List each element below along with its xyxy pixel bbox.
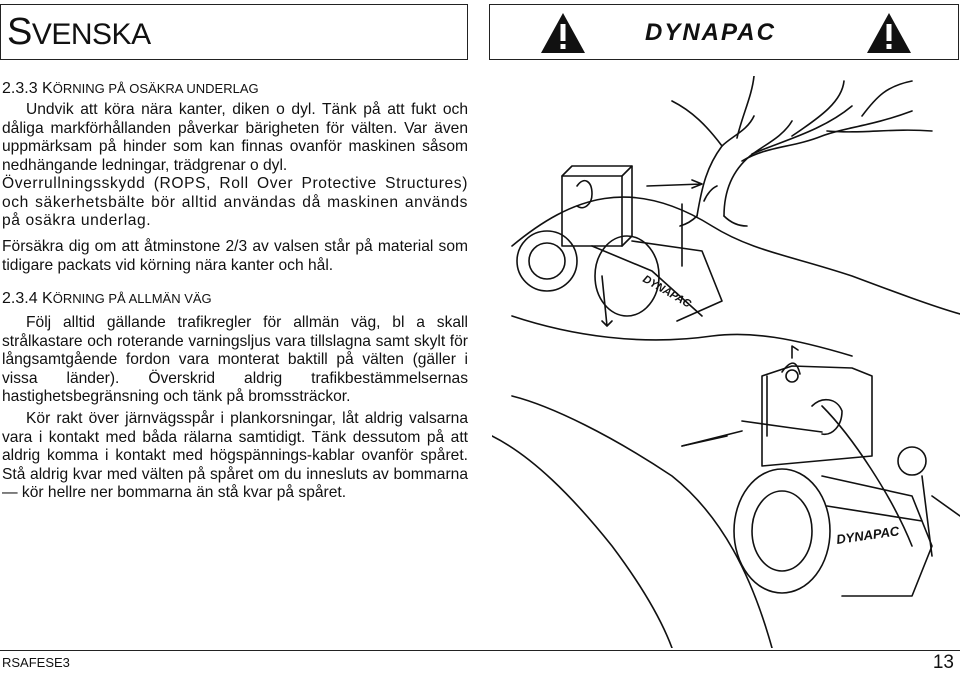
safety-illustration	[492, 76, 960, 648]
tree-drawing	[672, 76, 932, 226]
roller-brand-label: DYNAPAC	[640, 273, 693, 311]
brand-logo: DYNAPAC	[645, 19, 776, 46]
section-number: 2.3.4	[2, 290, 38, 307]
ditch-edge	[512, 316, 852, 356]
section-heading-2-3-3	[2, 80, 259, 98]
language-title-initial: S	[7, 11, 32, 53]
paragraph: Försäkra dig om att åtminstone 2/3 av valsen står på material som tidigare packats vid körning nära kanter och hål.	[2, 238, 468, 274]
road-edge-right	[822, 406, 912, 546]
language-title	[7, 13, 151, 54]
roller-brand-label: DYNAPAC	[835, 523, 901, 547]
upper-roller-drawing	[517, 166, 722, 326]
section-title-rest: ÖRNING PÅ OSÄKRA UNDERLAG	[52, 81, 259, 96]
lower-roller-drawing	[682, 346, 932, 596]
road-curb	[932, 496, 960, 516]
brand-header-box	[489, 4, 959, 60]
warning-triangle-icon	[866, 12, 912, 54]
section-title-initial: K	[42, 80, 53, 97]
section-number: 2.3.3	[2, 80, 38, 97]
footer-divider	[0, 650, 960, 651]
document-code: RSAFESE3	[2, 655, 70, 670]
section-heading-2-3-4	[2, 290, 212, 308]
language-header-box	[0, 4, 468, 60]
road-edge-left-inner	[492, 436, 672, 648]
paragraph: Undvik att köra nära kanter, diken o dyl. Tänk på att fukt och dåliga markförhållanden påverkar bärigheten för välten. Var även uppmärksam på hinder som kan finnas ovanför maskinen såsom nedhängande ledningar, trädgrenar o dyl.	[2, 101, 468, 174]
section-title-initial: K	[42, 290, 53, 307]
language-title-rest: VENSKA	[31, 18, 151, 51]
warning-triangle-icon	[540, 12, 586, 54]
page-number: 13	[932, 652, 954, 673]
section-title-rest: ÖRNING PÅ ALLMÄN VÄG	[52, 291, 212, 306]
paragraph: Följ alltid gällande trafikregler för allmän väg, bl a skall strålkastare och roterande varningsljus vara tillslagna samt skylt för långsamtgående fordon vara monterat baktill på välten (gäller i vissa länder). Överskrid aldrig trafikbestämmelsernas hastighetsbegränsning och tänk på bromssträckor.	[2, 314, 468, 406]
embankment-line	[512, 197, 960, 314]
paragraph: Överrullningsskydd (ROPS, Roll Over Protective Structures) och säkerhetsbälte bör alltid användas då maskinen används på osäkra underlag.	[2, 175, 468, 230]
paragraph: Kör rakt över järnvägsspår i plankorsningar, låt aldrig valsarna vara i kontakt med båda rälarna samtidigt. Tänk dessutom på att aldrig komma i kontakt med högspännings-kablar ovanför spåret. Stå aldrig kvar med välten på spåret om du innesluts av bommarna — kör hellre ner bommarna än stå kvar på spåret.	[2, 410, 468, 502]
